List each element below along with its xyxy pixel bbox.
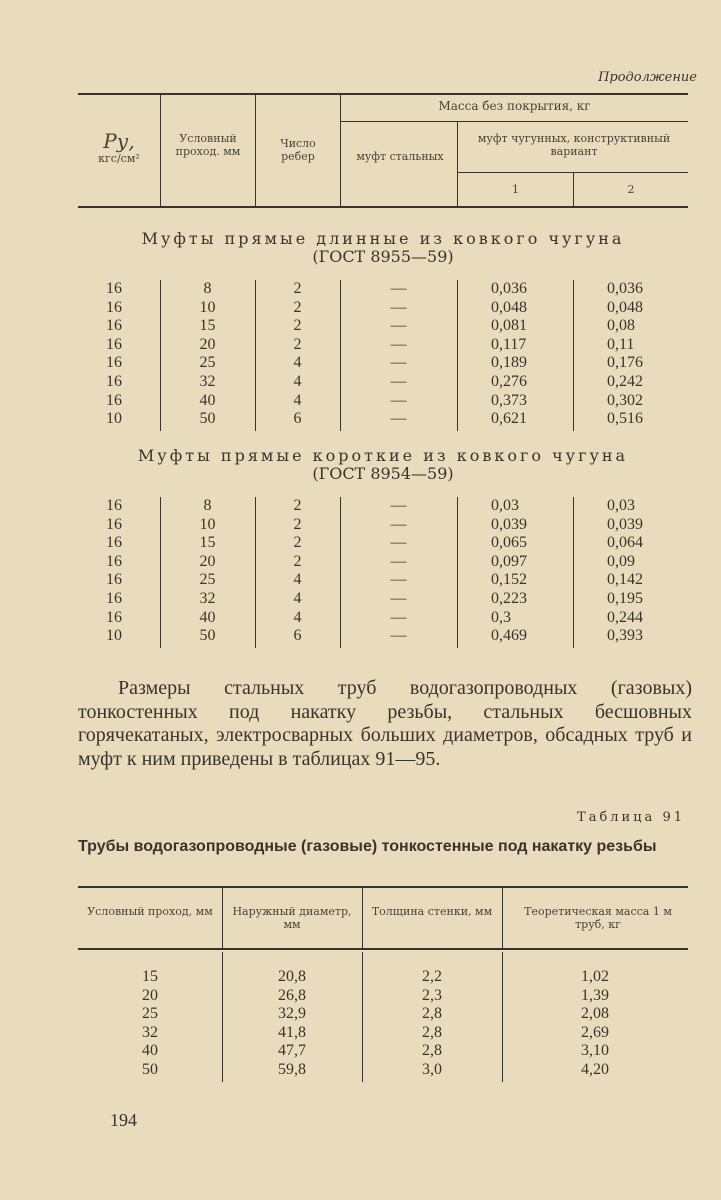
- table-cell: 25: [199, 571, 216, 589]
- table-cell: 0,097: [491, 552, 527, 570]
- ribs-header: Число ребер: [280, 137, 316, 163]
- table-cell: 50: [142, 1060, 158, 1078]
- table-cell: 0,048: [607, 298, 643, 316]
- section-name: Муфты прямые короткие из ковкого чугуна: [137, 446, 629, 465]
- table-cell: 2: [293, 317, 302, 335]
- table-cell: 47,7: [278, 1042, 306, 1059]
- table-row: [78, 299, 688, 317]
- table-row: [78, 590, 688, 608]
- table-row: [78, 354, 688, 372]
- table-cell: —: [390, 373, 407, 390]
- table-cell: —: [390, 280, 407, 297]
- table-cell: 2: [293, 534, 302, 552]
- table-cell: —: [390, 317, 407, 335]
- table-cell: 2: [293, 552, 302, 570]
- table-cell: 3,0: [422, 1060, 442, 1078]
- section-name: Муфты прямые длинные из ковкого чугуна: [141, 229, 625, 248]
- bore-header: Условный проход. мм: [175, 132, 241, 158]
- variant-2-header: 2: [627, 183, 635, 196]
- rule: [78, 948, 688, 950]
- table-cell: 16: [106, 280, 122, 297]
- table-cell: 0,621: [491, 410, 527, 428]
- table-cell: 0,036: [607, 280, 643, 297]
- table-cell: 0,469: [491, 627, 527, 645]
- table-cell: 0,176: [607, 354, 643, 372]
- table-cell: 0,195: [607, 590, 643, 607]
- table-row: [78, 609, 688, 627]
- table-cell: 0,516: [607, 410, 643, 428]
- table-cell: —: [390, 534, 407, 552]
- continuation-label: Продолжение: [598, 70, 697, 85]
- page-number: 194: [110, 1110, 137, 1130]
- cast-header: муфт чугунных, конструктивный вариант: [477, 132, 671, 158]
- section-title: [78, 447, 688, 483]
- table-cell: 6: [293, 627, 302, 645]
- steel-header: муфт стальных: [356, 150, 444, 163]
- table-cell: 2,69: [581, 1023, 609, 1041]
- table-cell: 16: [106, 497, 122, 514]
- mass-header: Масса без покрытия, кг: [438, 99, 591, 113]
- table-cell: 0,03: [607, 497, 635, 514]
- t2-header-mass: Теоретическая масса 1 м труб, кг: [524, 905, 672, 931]
- table-cell: 32: [199, 373, 216, 390]
- divider: [362, 888, 363, 948]
- table-cell: 2: [293, 497, 302, 514]
- table-cell: —: [390, 590, 407, 607]
- table-cell: 2,3: [422, 986, 442, 1004]
- table-cell: 16: [106, 391, 122, 409]
- table-cell: 2,8: [422, 1023, 442, 1041]
- table-cell: 16: [106, 354, 122, 372]
- table-row: [78, 1042, 688, 1060]
- t2-header-wall: Толщина стенки, мм: [371, 905, 493, 918]
- table-cell: —: [390, 627, 407, 645]
- table-row: [78, 627, 688, 645]
- table-row: [78, 336, 688, 354]
- table-cell: 0,048: [491, 298, 527, 316]
- table-cell: 2,08: [581, 1005, 609, 1022]
- table-cell: 20: [199, 552, 216, 570]
- table-cell: 0,11: [607, 335, 635, 353]
- table-cell: 40: [142, 1042, 158, 1059]
- table-cell: 15: [199, 317, 216, 335]
- table-cell: 0,064: [607, 534, 643, 552]
- table-cell: 0,065: [491, 534, 527, 552]
- table-cell: 2: [293, 335, 302, 353]
- table-cell: 32: [142, 1023, 158, 1041]
- table-cell: 4: [293, 571, 302, 589]
- table-cell: 16: [106, 552, 122, 570]
- section-gost: (ГОСТ 8954—59): [312, 464, 454, 483]
- table-row: [78, 317, 688, 335]
- divider: [255, 95, 256, 206]
- table-cell: 0,276: [491, 373, 527, 390]
- table2-title: Трубы водогазопроводные (газовые) тонкостенные под накатку резьбы: [78, 838, 657, 855]
- table-cell: 16: [106, 590, 122, 607]
- table-cell: 2,8: [422, 1005, 442, 1022]
- table-cell: —: [390, 515, 407, 533]
- table-cell: 20: [199, 335, 216, 353]
- table-cell: 4: [293, 373, 302, 390]
- table-cell: 6: [293, 410, 302, 428]
- table-cell: —: [390, 410, 407, 428]
- table-cell: —: [390, 552, 407, 570]
- table-cell: 16: [106, 373, 122, 390]
- table-cell: 4: [293, 608, 302, 626]
- table-cell: 0,373: [491, 391, 527, 409]
- table-row: [78, 516, 688, 534]
- table-cell: 25: [199, 354, 216, 372]
- table-cell: —: [390, 354, 407, 372]
- table-cell: 0,152: [491, 571, 527, 589]
- variant-1-header: 1: [512, 183, 519, 196]
- rule: [341, 121, 688, 122]
- table-cell: 16: [106, 608, 122, 626]
- table-cell: 0,08: [607, 317, 635, 335]
- t2-header-diameter: Наружный диаметр, мм: [232, 905, 352, 931]
- table-row: [78, 534, 688, 552]
- table-cell: 4: [293, 590, 302, 607]
- table-cell: 0,036: [491, 280, 527, 297]
- section-title: [78, 230, 688, 266]
- table-cell: 20,8: [278, 968, 306, 985]
- table-row: [78, 497, 688, 515]
- table-cell: 0,3: [491, 608, 511, 626]
- table-cell: 50: [199, 410, 216, 428]
- table-cell: 0,242: [607, 373, 643, 390]
- table-cell: 15: [199, 534, 216, 552]
- rule: [78, 206, 688, 208]
- rule: [78, 93, 688, 95]
- table-cell: 16: [106, 298, 122, 316]
- table-cell: 1,02: [581, 968, 609, 985]
- table-cell: 15: [142, 968, 158, 985]
- divider: [502, 888, 503, 948]
- table-cell: 2,8: [422, 1042, 442, 1059]
- table-cell: 25: [142, 1005, 158, 1022]
- table-row: [78, 392, 688, 410]
- table-cell: 41,8: [278, 1023, 306, 1041]
- table-cell: 50: [199, 627, 216, 645]
- table-cell: 32,9: [278, 1005, 306, 1022]
- table-cell: 2: [293, 280, 302, 297]
- table-row: [78, 553, 688, 571]
- rule: [78, 886, 688, 888]
- table-cell: 0,09: [607, 552, 635, 570]
- table-cell: 1,39: [581, 986, 609, 1004]
- table-cell: 0,117: [491, 335, 527, 353]
- table-row: [78, 1005, 688, 1023]
- table-cell: 10: [106, 410, 122, 428]
- table-row: [78, 1024, 688, 1042]
- table-cell: 2,2: [422, 968, 442, 985]
- table-cell: —: [390, 608, 407, 626]
- section-gost: (ГОСТ 8955—59): [312, 247, 454, 266]
- table-cell: 4,20: [581, 1060, 609, 1078]
- table-cell: 4: [293, 354, 302, 372]
- table-cell: 40: [199, 391, 216, 409]
- table-cell: 0,244: [607, 608, 643, 626]
- table-cell: 0,03: [491, 497, 519, 514]
- py-header: Pу,: [103, 129, 135, 153]
- table-cell: —: [390, 571, 407, 589]
- table-cell: —: [390, 497, 407, 514]
- table-cell: 3,10: [581, 1042, 609, 1059]
- divider: [222, 888, 223, 948]
- py-unit: кгс/см²: [98, 152, 140, 165]
- table-cell: 10: [106, 627, 122, 645]
- table-row: [78, 571, 688, 589]
- table-cell: 0,393: [607, 627, 643, 645]
- table-cell: 8: [203, 497, 212, 514]
- table-cell: 16: [106, 317, 122, 335]
- table-cell: —: [390, 298, 407, 316]
- table-cell: —: [390, 391, 407, 409]
- table-row: [78, 280, 688, 298]
- table-cell: 16: [106, 515, 122, 533]
- table-row: [78, 373, 688, 391]
- table-cell: 0,142: [607, 571, 643, 589]
- table-cell: 40: [199, 608, 216, 626]
- table-row: [78, 987, 688, 1005]
- table-cell: 59,8: [278, 1060, 306, 1078]
- table-cell: 2: [293, 515, 302, 533]
- table-row: [78, 410, 688, 428]
- table-cell: —: [390, 335, 407, 353]
- table-cell: 0,081: [491, 317, 527, 335]
- table-cell: 16: [106, 534, 122, 552]
- table-cell: 0,302: [607, 391, 643, 409]
- table-cell: 20: [142, 986, 158, 1004]
- table-cell: 0,039: [491, 515, 527, 533]
- divider: [160, 95, 161, 206]
- table-row: [78, 968, 688, 986]
- table2-label: Таблица 91: [577, 810, 685, 825]
- table-cell: 16: [106, 335, 122, 353]
- table-cell: 10: [199, 298, 216, 316]
- table-cell: 10: [199, 515, 216, 533]
- table-row: [78, 1061, 688, 1079]
- table-cell: 0,223: [491, 590, 527, 607]
- table-cell: 8: [203, 280, 212, 297]
- table-cell: 26,8: [278, 986, 306, 1004]
- t2-header-bore: Условный проход, мм: [87, 905, 213, 918]
- table-cell: 2: [293, 298, 302, 316]
- table-cell: 0,039: [607, 515, 643, 533]
- table-cell: 4: [293, 391, 302, 409]
- table-cell: 32: [199, 590, 216, 607]
- table-cell: 16: [106, 571, 122, 589]
- table-cell: 0,189: [491, 354, 527, 372]
- body-paragraph: Размеры стальных труб водогазопроводных (газовых) тонкостенных под накатку резьбы, стальных бесшовных горячекатаных, электросварных больших диаметров, обсадных труб и муфт к ним приведены в таблицах 91—95.: [78, 677, 692, 770]
